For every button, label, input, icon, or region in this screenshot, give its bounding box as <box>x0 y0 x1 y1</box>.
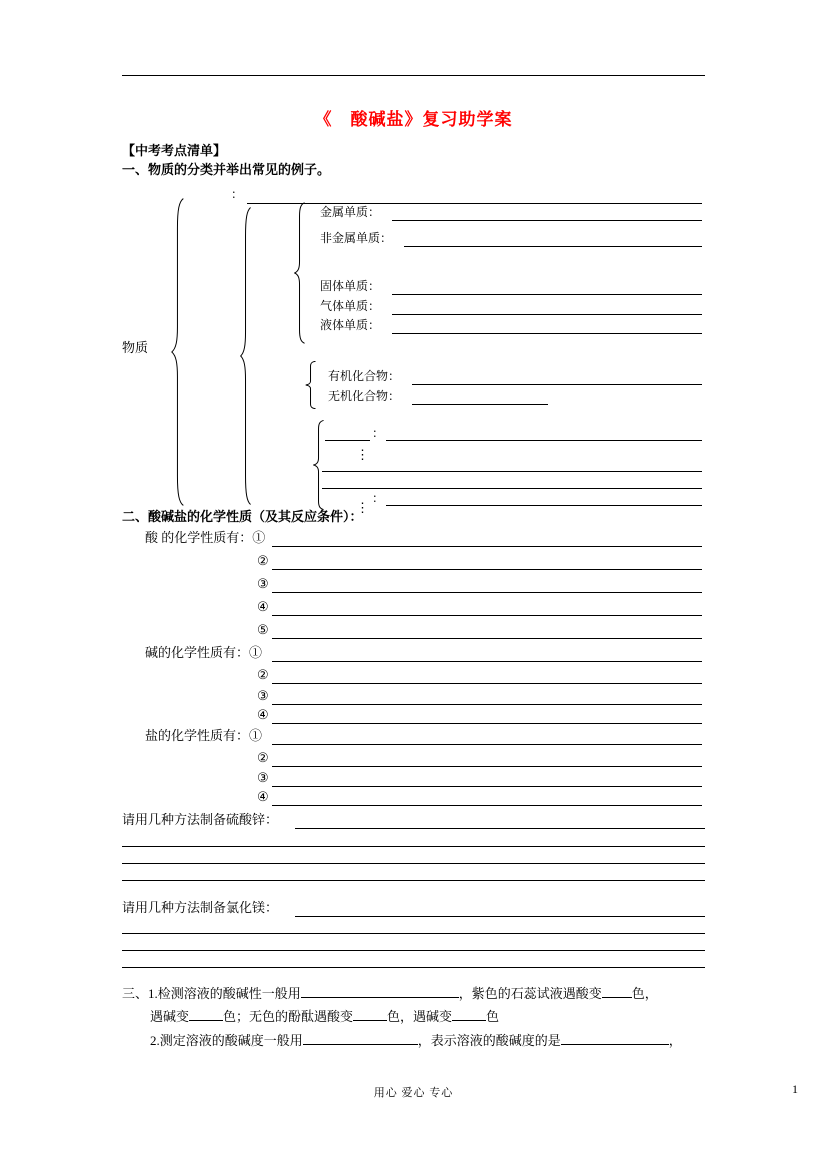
vertical-ellipsis: ⋮ <box>356 447 369 462</box>
solid-element-label: 固体单质： <box>320 279 381 293</box>
brace-main <box>171 197 185 507</box>
prep-mg-blank-0 <box>295 916 705 917</box>
s3-l1-blank-1 <box>301 986 459 998</box>
subdivision-row4-colon: ： <box>372 491 385 505</box>
s3-l3-text-b: ，表示溶液的酸碱度的是 <box>417 1033 561 1048</box>
item-marker-3: ③ <box>257 688 269 703</box>
prep-zinc-blank-3 <box>122 880 705 881</box>
s3-l1-text-a: 三、1.检测溶液的酸碱性一般用 <box>122 986 301 1001</box>
footer-motto: 用心 爱心 专心 <box>373 1087 454 1099</box>
prep-zinc-blank-1 <box>122 846 705 847</box>
nonmetal-element-blank <box>404 246 702 247</box>
base-blank-1 <box>272 661 702 662</box>
item-marker-2: ② <box>257 750 269 765</box>
item-marker-5: ⑤ <box>257 622 269 637</box>
section3-line2 <box>150 1009 499 1025</box>
solid-element-blank <box>392 294 702 295</box>
base-properties-row <box>145 646 262 661</box>
section1-heading: 一、物质的分类并举出常见的例子。 <box>122 162 331 177</box>
s3-l1-text-c: 色， <box>631 986 658 1001</box>
acid-blank-4 <box>272 615 702 616</box>
acid-blank-5 <box>272 638 702 639</box>
subdivision-row3-blank <box>322 488 702 489</box>
item-marker-2: ② <box>257 553 269 568</box>
section2-heading: 二、酸碱盐的化学性质（及其反应条件）： <box>122 509 363 524</box>
tree-branch1-colon: ： <box>231 187 244 201</box>
prep-zinc-sulfate-label: 请用几种方法制备硫酸锌： <box>122 812 279 827</box>
prep-mg-blank-1 <box>122 933 705 934</box>
brace-level2 <box>240 206 252 506</box>
salt-properties-row <box>145 729 262 744</box>
s3-l3-blank-2 <box>561 1033 669 1045</box>
s3-l2-blank-2 <box>353 1009 387 1021</box>
subdivision-row1-name-blank <box>325 440 370 441</box>
item-marker-4: ④ <box>257 789 269 804</box>
acid-blank-1 <box>272 546 702 547</box>
subdivision-row1-colon: ： <box>372 426 385 440</box>
acid-properties-row <box>145 531 265 546</box>
prep-zinc-blank-2 <box>122 863 705 864</box>
s3-l2-text-a: 遇碱变 <box>150 1009 190 1024</box>
header-rule <box>122 75 705 76</box>
inorganic-compound-blank <box>412 404 548 405</box>
section3-line3 <box>150 1033 682 1049</box>
nonmetal-element-label: 非金属单质： <box>320 231 393 245</box>
metal-element-blank <box>392 220 702 221</box>
item-marker-1: ① <box>249 728 263 743</box>
prep-zinc-blank-0 <box>295 828 705 829</box>
metal-element-label: 金属单质： <box>320 205 381 219</box>
page-number: 1 <box>792 1082 798 1096</box>
prep-magnesium-chloride-label: 请用几种方法制备氯化镁： <box>122 900 279 915</box>
checklist-heading: 【中考考点清单】 <box>122 143 227 158</box>
s3-l1-text-b: ，紫色的石蕊试液遇酸变 <box>458 986 602 1001</box>
s3-l2-text-c: 色，遇碱变 <box>387 1009 453 1024</box>
acid-blank-2 <box>272 569 702 570</box>
s3-l1-blank-2 <box>602 986 632 998</box>
item-marker-3: ③ <box>257 576 269 591</box>
item-marker-1: ① <box>249 645 263 660</box>
salt-blank-1 <box>272 744 702 745</box>
item-marker-3: ③ <box>257 770 269 785</box>
subdivision-row4-blank <box>386 505 702 506</box>
brace-elements <box>294 202 306 344</box>
brace-subdivision <box>313 420 325 510</box>
tree-branch1-blank-line <box>247 203 702 204</box>
page-title: 《 酸碱盐》复习助学案 <box>314 110 513 129</box>
acid-blank-3 <box>272 592 702 593</box>
base-blank-2 <box>272 683 702 684</box>
base-properties-label: 碱的化学性质有： <box>145 645 250 660</box>
salt-blank-3 <box>272 786 702 787</box>
inorganic-compound-label: 无机化合物： <box>328 389 401 403</box>
s3-l2-blank-1 <box>189 1009 223 1021</box>
salt-blank-2 <box>272 766 702 767</box>
s3-l3-blank-1 <box>303 1033 418 1045</box>
s3-l2-blank-3 <box>452 1009 486 1021</box>
acid-properties-label: 酸 的化学性质有： <box>145 530 253 545</box>
s3-l3-text-a: 2.测定溶液的酸碱度一般用 <box>150 1033 303 1048</box>
subdivision-row2-blank <box>322 471 702 472</box>
section3-line1 <box>122 986 658 1002</box>
item-marker-2: ② <box>257 667 269 682</box>
tree-root-label: 物质 <box>122 340 149 355</box>
s3-l2-text-d: 色 <box>486 1009 500 1024</box>
subdivision-row1-blank <box>386 440 702 441</box>
organic-compound-blank <box>412 384 702 385</box>
prep-mg-blank-3 <box>122 967 705 968</box>
s3-l3-text-c: ， <box>668 1033 682 1048</box>
liquid-element-blank <box>392 333 702 334</box>
base-blank-3 <box>272 704 702 705</box>
item-marker-1: ① <box>252 530 266 545</box>
item-marker-4: ④ <box>257 599 269 614</box>
organic-compound-label: 有机化合物： <box>328 369 401 383</box>
base-blank-4 <box>272 723 702 724</box>
gas-element-blank <box>392 314 702 315</box>
salt-properties-label: 盐的化学性质有： <box>145 728 250 743</box>
item-marker-4: ④ <box>257 707 269 722</box>
liquid-element-label: 液体单质： <box>320 318 381 332</box>
brace-compounds <box>305 361 317 409</box>
gas-element-label: 气体单质： <box>320 299 381 313</box>
salt-blank-4 <box>272 805 702 806</box>
s3-l2-text-b: 色；无色的酚酞遇酸变 <box>223 1009 354 1024</box>
prep-mg-blank-2 <box>122 950 705 951</box>
vertical-ellipsis: ⋮ <box>356 500 369 515</box>
